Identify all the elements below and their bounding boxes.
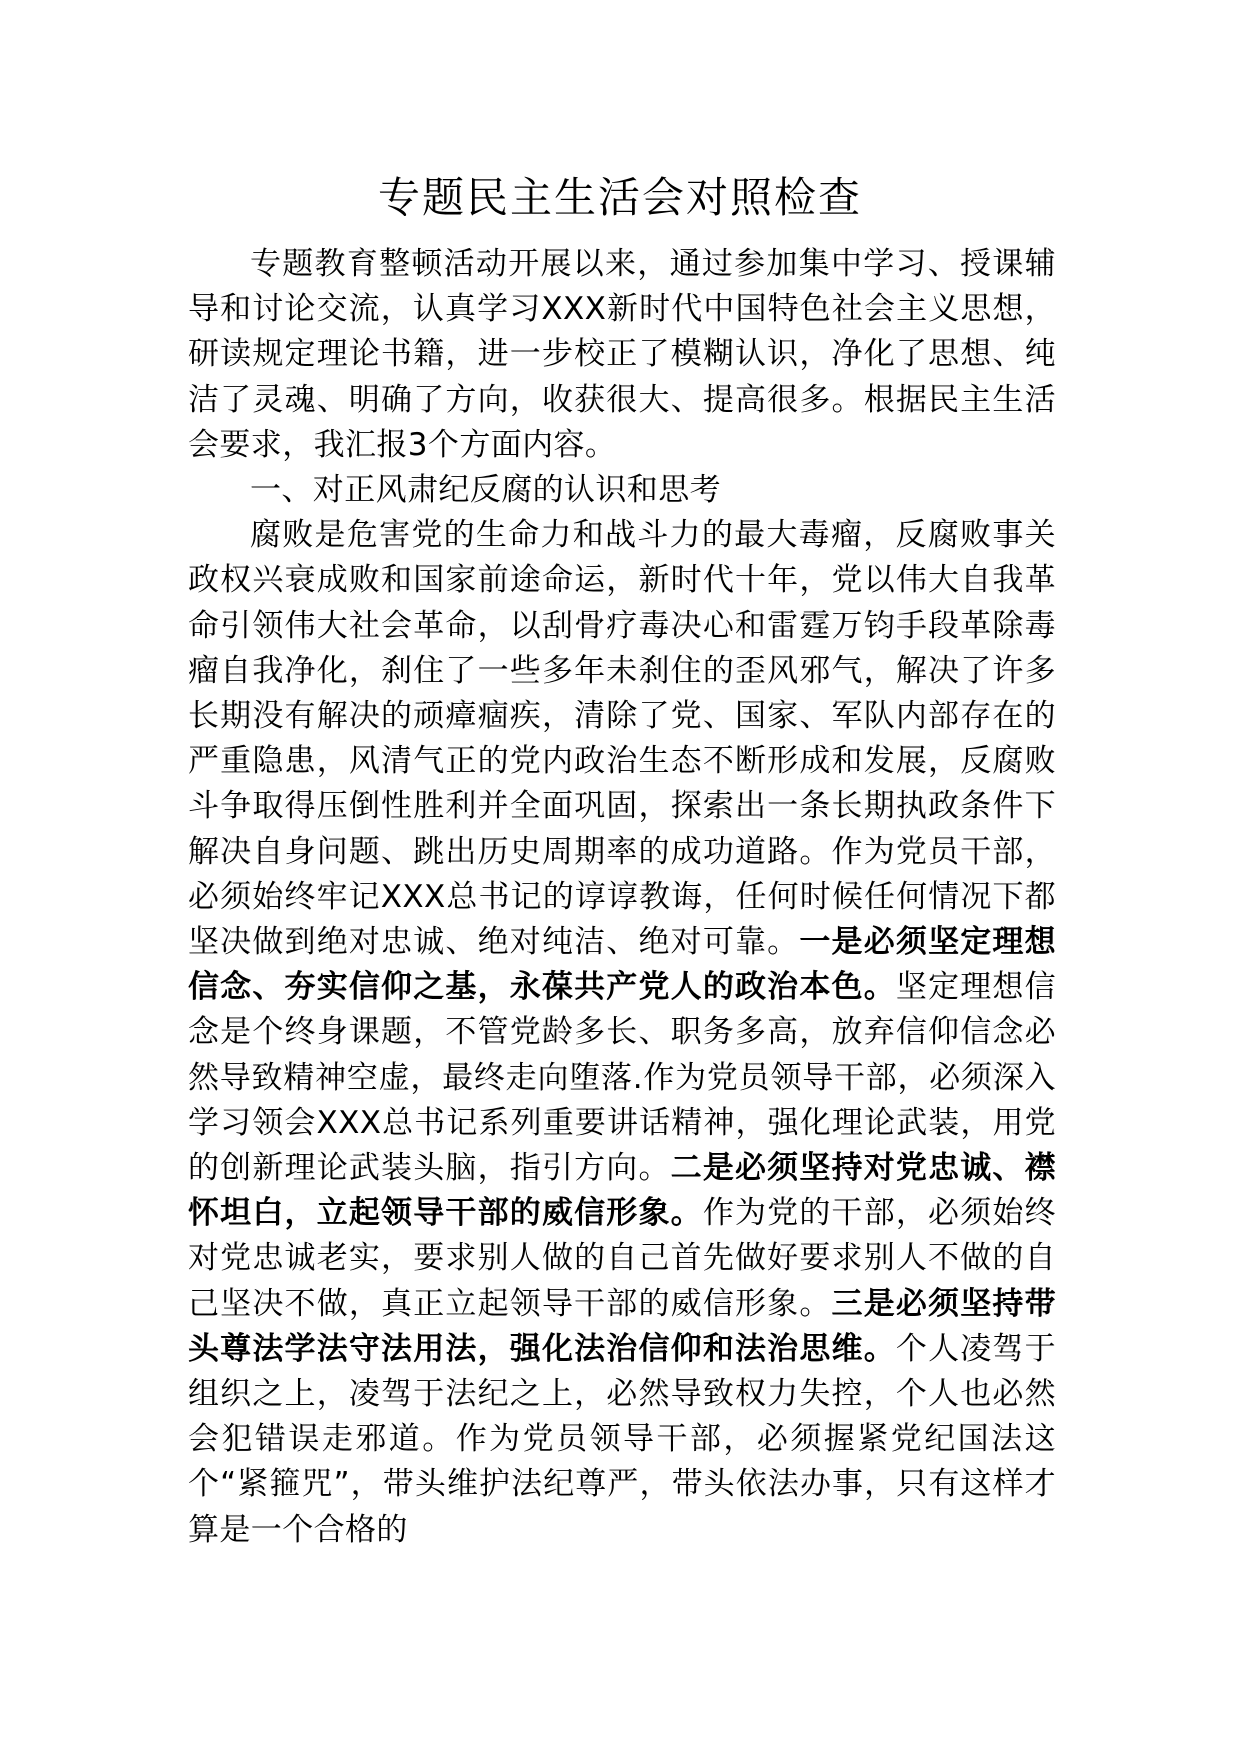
key-point-2-text: 作为党的干部，必须始终对党忠诚老实，要求别人做的自己首先做好要求别人不做的自己坚决不做，真正立起领导干部的威信形象。 — [188, 1195, 1056, 1322]
key-point-1: 一是必须坚定理想信念、夯实信仰之基，永葆共产党人的政治本色。 — [188, 924, 1056, 1006]
document-title: 专题民主生活会对照检查 — [377, 173, 862, 222]
section-paragraph-text: 腐败是危害党的生命力和战斗力的最大毒瘤，反腐败事关政权兴衰成败和国家前途命运，新时代十年，党以伟大自我革命引领伟大社会革命，以刮骨疗毒决心和雷霆万钧手段革除毒瘤自我净化，刹住了一些多年未刹住的歪风邪气，解决了许多长期没有解决的顽瘴痼疾，清除了党、国家、军队内部存在的严重隐患，风清气正的党内政治生态不断形成和发展，反腐败斗争取得压倒性胜利并全面巩固，探索出一条长期执政条件下解决自身问题、跳出历史周期率的成功道路。作为党员干部，必须始终牢记XXX总书记的谆谆教诲，任何时候任何情况下都坚决做到绝对忠诚、绝对纯洁、绝对可靠。 — [188, 517, 1056, 961]
key-point-3-text: 个人凌驾于组织之上，凌驾于法纪之上，必然导致权力失控，个人也必然会犯错误走邪道。作为党员领导干部，必须握紧党纪国法这个“紧箍咒”，带头维护法纪尊严，带头依法办事，只有这样才算是一个合格的 — [188, 1330, 1056, 1548]
key-point-2: 二是必须坚持对党忠诚、襟怀坦白，立起领导干部的威信形象。 — [188, 1150, 1056, 1232]
key-point-3: 三是必须坚持带头尊法学法守法用法，强化法治信仰和法治思维。 — [188, 1285, 1056, 1367]
section-heading: 一、对正风肃纪反腐的认识和思考 — [250, 472, 721, 509]
key-point-1-text: 坚定理想信念是个终身课题，不管党龄多长、职务多高，放弃信仰信念必然导致精神空虚，最终走向堕落.作为党员领导干部，必须深入学习领会XXX总书记系列重要讲话精神，强化理论武装，用党的创新理论武装头脑，指引方向。 — [188, 969, 1056, 1187]
document-body — [188, 242, 1056, 1553]
section-paragraph — [188, 513, 1056, 1553]
intro-paragraph: 专题教育整顿活动开展以来，通过参加集中学习、授课辅导和讨论交流，认真学习XXX新时代中国特色社会主义思想，研读规定理论书籍，进一步校正了模糊认识，净化了思想、纯洁了灵魂、明确了方向，收获很大、提高很多。根据民主生活会要求，我汇报3个方面内容。 — [188, 246, 1056, 463]
